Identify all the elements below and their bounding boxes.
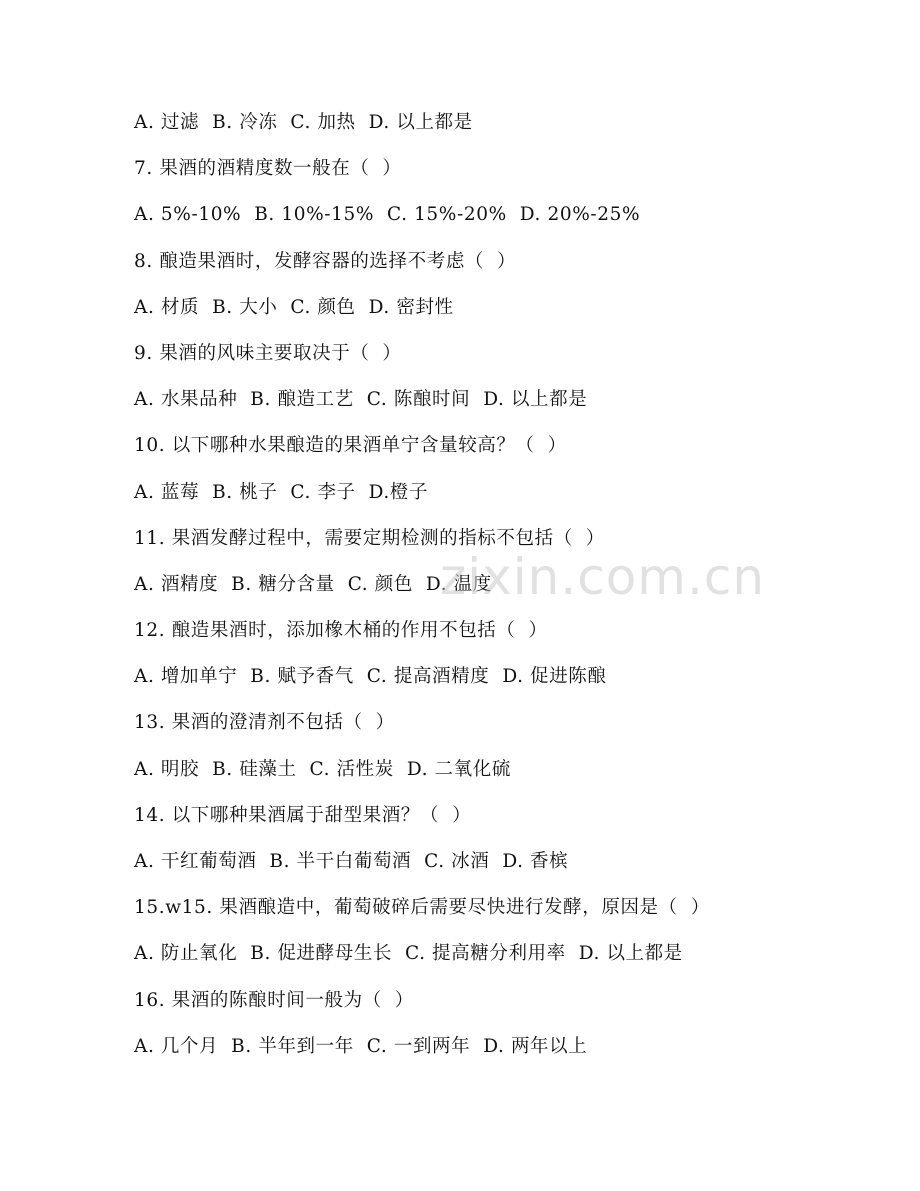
question-13: 13. 果酒的澄清剂不包括（ ） [134,712,395,734]
question-14: 14. 以下哪种果酒属于甜型果酒？（ ） [134,804,472,826]
options-line-14: A. 干红葡萄酒 B. 半干白葡萄酒 C. 冰酒 D. 香槟 [134,851,569,872]
question-12: 12. 酿造果酒时，添加橡木桶的作用不包括（ ） [134,620,548,642]
watermark: zixin.com.cn [440,548,766,606]
question-15: 15.w15. 果酒酿造中，葡萄破碎后需要尽快进行发酵，原因是（ ） [134,897,710,919]
options-line-9: A. 水果品种 B. 酿造工艺 C. 陈酿时间 D. 以上都是 [134,389,588,411]
options-line-6: A. 过滤 B. 冷冻 C. 加热 D. 以上都是 [134,112,473,133]
question-10: 10. 以下哪种水果酿造的果酒单宁含量较高？（ ） [134,435,567,457]
question-8: 8. 酿造果酒时，发酵容器的选择不考虑（ ） [134,250,517,272]
question-7: 7. 果酒的酒精度数一般在（ ） [134,158,402,180]
question-16: 16. 果酒的陈酿时间一般为（ ） [134,989,414,1011]
options-line-10: A. 蓝莓 B. 桃子 C. 李子 D.橙子 [134,481,429,503]
options-line-15: A. 防止氧化 B. 促进酵母生长 C. 提高糖分利用率 D. 以上都是 [134,943,683,965]
question-11: 11. 果酒发酵过程中，需要定期检测的指标不包括（ ） [134,527,605,549]
question-9: 9. 果酒的风味主要取决于（ ） [134,342,402,364]
options-line-13: A. 明胶 B. 硅藻土 C. 活性炭 D. 二氧化硫 [134,758,511,780]
options-line-16: A. 几个月 B. 半年到一年 C. 一到两年 D. 两年以上 [134,1035,588,1057]
options-line-11: A. 酒精度 B. 糖分含量 C. 颜色 D. 温度 [134,573,492,595]
options-line-12: A. 增加单宁 B. 赋予香气 C. 提高酒精度 D. 促进陈酿 [134,666,607,688]
options-line-7: A. 5%-10% B. 10%-15% C. 15%-20% D. 20%-25% [134,204,641,226]
options-line-8: A. 材质 B. 大小 C. 颜色 D. 密封性 [134,296,454,318]
